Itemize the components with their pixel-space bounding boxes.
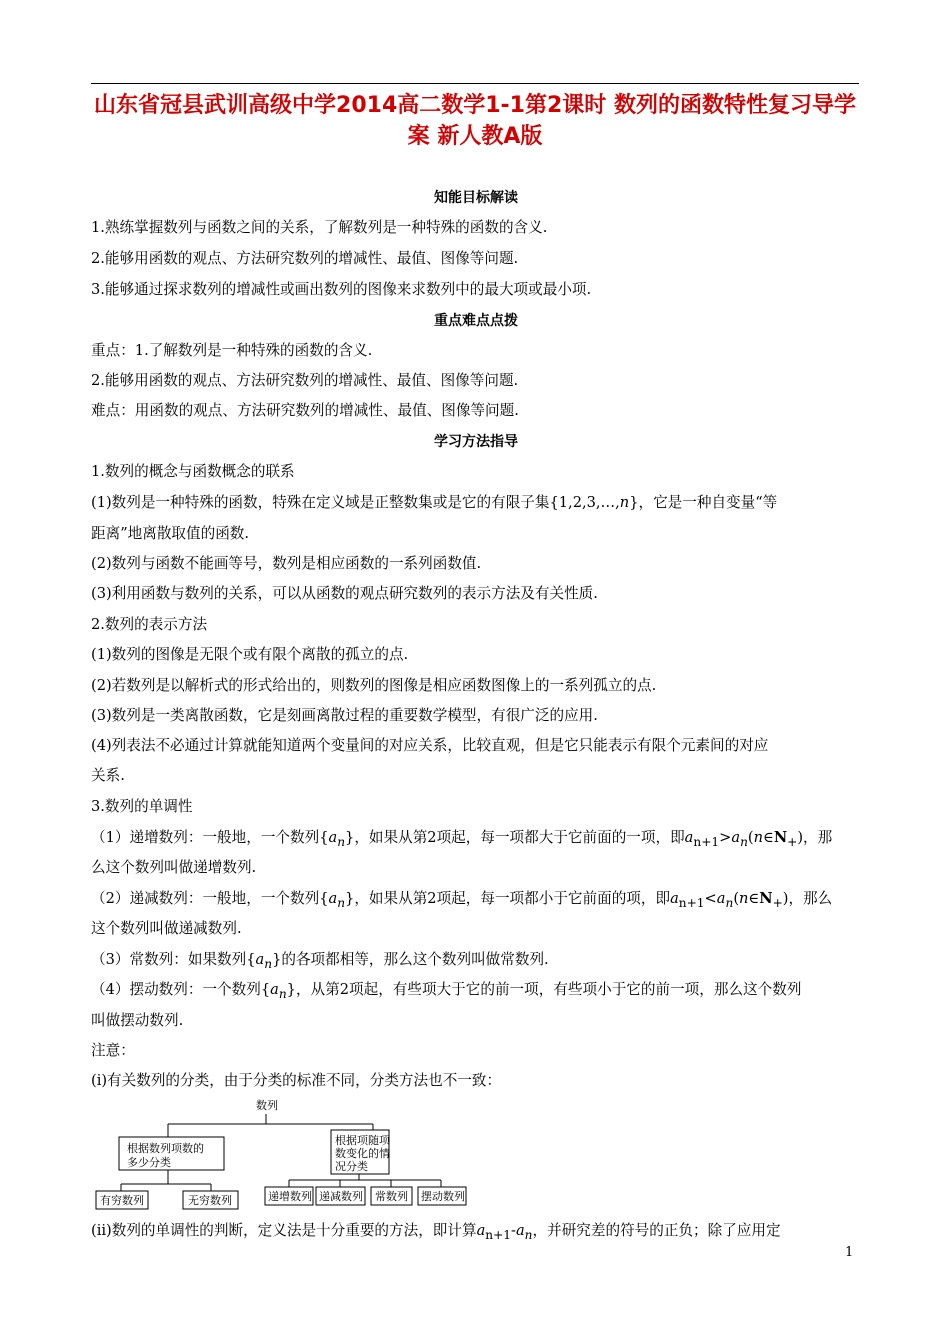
goal-1: 1.熟练掌握数列与函数之间的关系，了解数列是一种特殊的函数的含义. bbox=[91, 219, 548, 236]
para-3-heading: 3.数列的单调性 bbox=[91, 798, 193, 815]
para-3d: （4）摆动数列：一个数列$\{a_n\}$，从第2项起，有些项大于它的前一项，有些项小于它的前一项，那么这个数列 bbox=[91, 981, 802, 1001]
diagram-leaf-oscillating: 摆动数列 bbox=[421, 1190, 465, 1203]
diagram-leaf-infinite: 无穷数列 bbox=[188, 1194, 232, 1207]
page-number: 1 bbox=[845, 1245, 854, 1260]
para-2d: (4)列表法不必通过计算就能知道两个变量间的对应关系，比较直观，但是它只能表示有限个元素间的对应 bbox=[91, 737, 769, 754]
diagram-leaf-increasing: 递增数列 bbox=[268, 1190, 312, 1203]
diagram-root: 数列 bbox=[256, 1099, 278, 1112]
para-2d-cont: 关系. bbox=[91, 767, 125, 784]
difficulty: 难点：用函数的观点、方法研究数列的增减性、最值、图像等问题. bbox=[91, 402, 519, 419]
para-1c: (3)利用函数与数列的关系，可以从函数的观点研究数列的表示方法及有关性质. bbox=[91, 585, 598, 602]
diagram-leaf-decreasing: 递减数列 bbox=[319, 1190, 363, 1203]
para-3d-cont: 叫做摆动数列. bbox=[91, 1012, 184, 1029]
note-label: 注意： bbox=[91, 1042, 135, 1059]
title-line-2: 案 新人教A版 bbox=[407, 124, 543, 149]
para-3b-cont: 这个数列叫做递减数列. bbox=[91, 920, 242, 937]
keypoint-2: 2.能够用函数的观点、方法研究数列的增减性、最值、图像等问题. bbox=[91, 372, 519, 389]
goal-2: 2.能够用函数的观点、方法研究数列的增减性、最值、图像等问题. bbox=[91, 250, 519, 267]
diagram-left-line1: 根据数列项数的 bbox=[127, 1142, 204, 1155]
para-2c: (3)数列是一类离散函数，它是刻画离散过程的重要数学模型，有很广泛的应用. bbox=[91, 707, 598, 724]
para-2b: (2)若数列是以解析式的形式给出的，则数列的图像是相应函数图像上的一系列孤立的点. bbox=[91, 677, 657, 694]
diagram-leaf-finite: 有穷数列 bbox=[100, 1194, 144, 1207]
para-1-heading: 1.数列的概念与函数概念的联系 bbox=[91, 463, 295, 480]
diagram-left-line2: 多少分类 bbox=[127, 1156, 171, 1169]
diagram-right-line3: 况分类 bbox=[335, 1160, 368, 1173]
title-line-1: 山东省冠县武训高级中学2014高二数学1-1第2课时 数列的函数特性复习导学 bbox=[94, 93, 856, 118]
diagram-right-line1: 根据项随项 bbox=[335, 1134, 390, 1147]
note-i: (ⅰ)有关数列的分类，由于分类的标准不同，分类方法也不一致： bbox=[91, 1072, 502, 1089]
document-title bbox=[91, 90, 859, 152]
para-2a: (1)数列的图像是无限个或有限个离散的孤立的点. bbox=[91, 646, 409, 663]
para-3b: （2）递减数列：一般地，一个数列$\{a_n\}$，如果从第2项起，每一项都小于它前面的项，即$a_{n+1}<a_n(n\in N_+)$，那么 bbox=[91, 890, 833, 910]
keypoint-1: 重点：1.了解数列是一种特殊的函数的含义. bbox=[91, 342, 373, 359]
section-heading-methods: 学习方法指导 bbox=[434, 434, 518, 450]
para-3a: （1）递增数列：一般地，一个数列$\{a_n\}$，如果从第2项起，每一项都大于它前面的一项，即$a_{n+1}>a_n(n\in N_+)$，那 bbox=[91, 829, 833, 849]
para-1a: (1)数列是一种特殊的函数，特殊在定义域是正整数集或是它的有限子集{1,2,3,…,n}，它是一种自变量“等 bbox=[91, 494, 778, 511]
para-3c: （3）常数列：如果数列$\{a_n\}$的各项都相等，那么这个数列叫做常数列. bbox=[91, 951, 549, 971]
note-ii: (ⅱ)数列的单调性的判断，定义法是十分重要的方法，即计算$a_{n+1}-a_n$，并研究差的符号的正负；除了应用定 bbox=[91, 1222, 781, 1242]
section-heading-goals: 知能目标解读 bbox=[434, 190, 518, 206]
para-1a-cont: 距离”地离散取值的函数. bbox=[91, 525, 250, 542]
section-heading-keypoints: 重点难点点拨 bbox=[434, 313, 518, 329]
para-2-heading: 2.数列的表示方法 bbox=[91, 616, 208, 633]
diagram-right-line2: 数变化的情 bbox=[335, 1147, 390, 1160]
goal-3: 3.能够通过探求数列的增减性或画出数列的图像来求数列中的最大项或最小项. bbox=[91, 281, 592, 298]
para-1b: (2)数列与函数不能画等号，数列是相应函数的一系列函数值. bbox=[91, 555, 482, 572]
diagram-leaf-constant: 常数列 bbox=[375, 1190, 408, 1203]
top-rule bbox=[91, 83, 859, 84]
para-3a-cont: 么这个数列叫做递增数列. bbox=[91, 859, 257, 876]
classification-diagram bbox=[91, 1094, 481, 1212]
